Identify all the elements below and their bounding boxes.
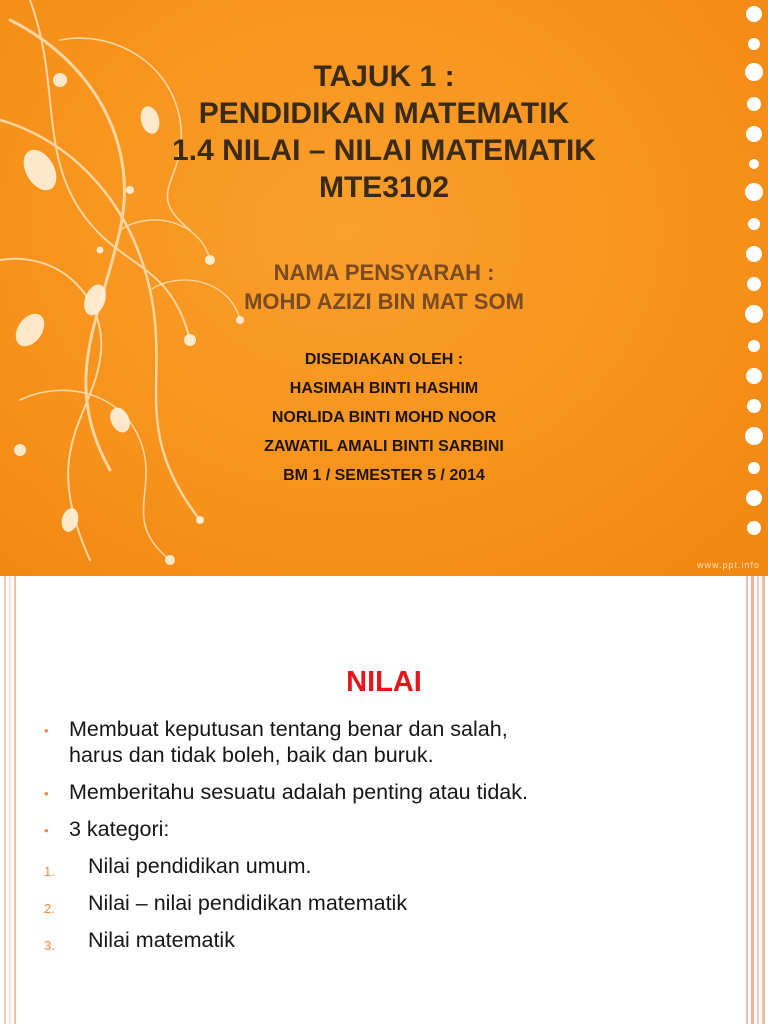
numbered-item [44,890,704,916]
numbered-item [44,853,704,879]
left-stripe-border [0,576,22,1024]
title-line: TAJUK 1 : [313,60,455,93]
slide-title [0,58,768,206]
number-marker: 1. [44,864,55,879]
numbered-item-text: Nilai – nilai pendidikan matematik [88,891,408,915]
lecturer-label: NAMA PENSYARAH : [273,260,495,285]
list-item-text: 3 kategori: [69,817,170,841]
author-name: HASIMAH BINTI HASHIM [289,380,479,397]
list-item-text: Memberitahu sesuatu adalah penting atau tidak. [69,780,528,804]
content-slide [0,576,768,1024]
numbered-item-text: Nilai matematik [88,928,235,952]
author-name: ZAWATIL AMALI BINTI SARBINI [264,438,504,455]
content-list [44,716,704,964]
number-marker: 3. [44,938,55,953]
prepared-label: DISEDIAKAN OLEH : [304,351,464,368]
title-line: MTE3102 [318,171,450,204]
list-item-text: harus dan tidak boleh, baik dan buruk. [69,743,434,767]
title-line: PENDIDIKAN MATEMATIK [198,97,570,130]
class-info: BM 1 / SEMESTER 5 / 2014 [283,467,485,484]
numbered-item [44,927,704,953]
list-item-text: Membuat keputusan tentang benar dan salah, [69,717,508,741]
lecturer-name: MOHD AZIZI BIN MAT SOM [244,289,524,314]
watermark: www.ppt.info [696,560,760,570]
list-item [44,716,704,768]
bullet-marker: • [44,786,49,801]
right-stripe-border [742,576,768,1024]
bullet-marker: • [44,723,49,738]
numbered-item-text: Nilai pendidikan umum. [88,854,312,878]
list-item [44,779,704,805]
prepared-by-block [0,345,768,490]
author-name: NORLIDA BINTI MOHD NOOR [271,409,497,426]
list-item [44,816,704,842]
title-line: 1.4 NILAI – NILAI MATEMATIK [172,134,596,167]
lecturer-block [0,258,768,316]
slide-heading: NILAI [346,666,422,698]
bullet-marker: • [44,823,49,838]
number-marker: 2. [44,901,55,916]
